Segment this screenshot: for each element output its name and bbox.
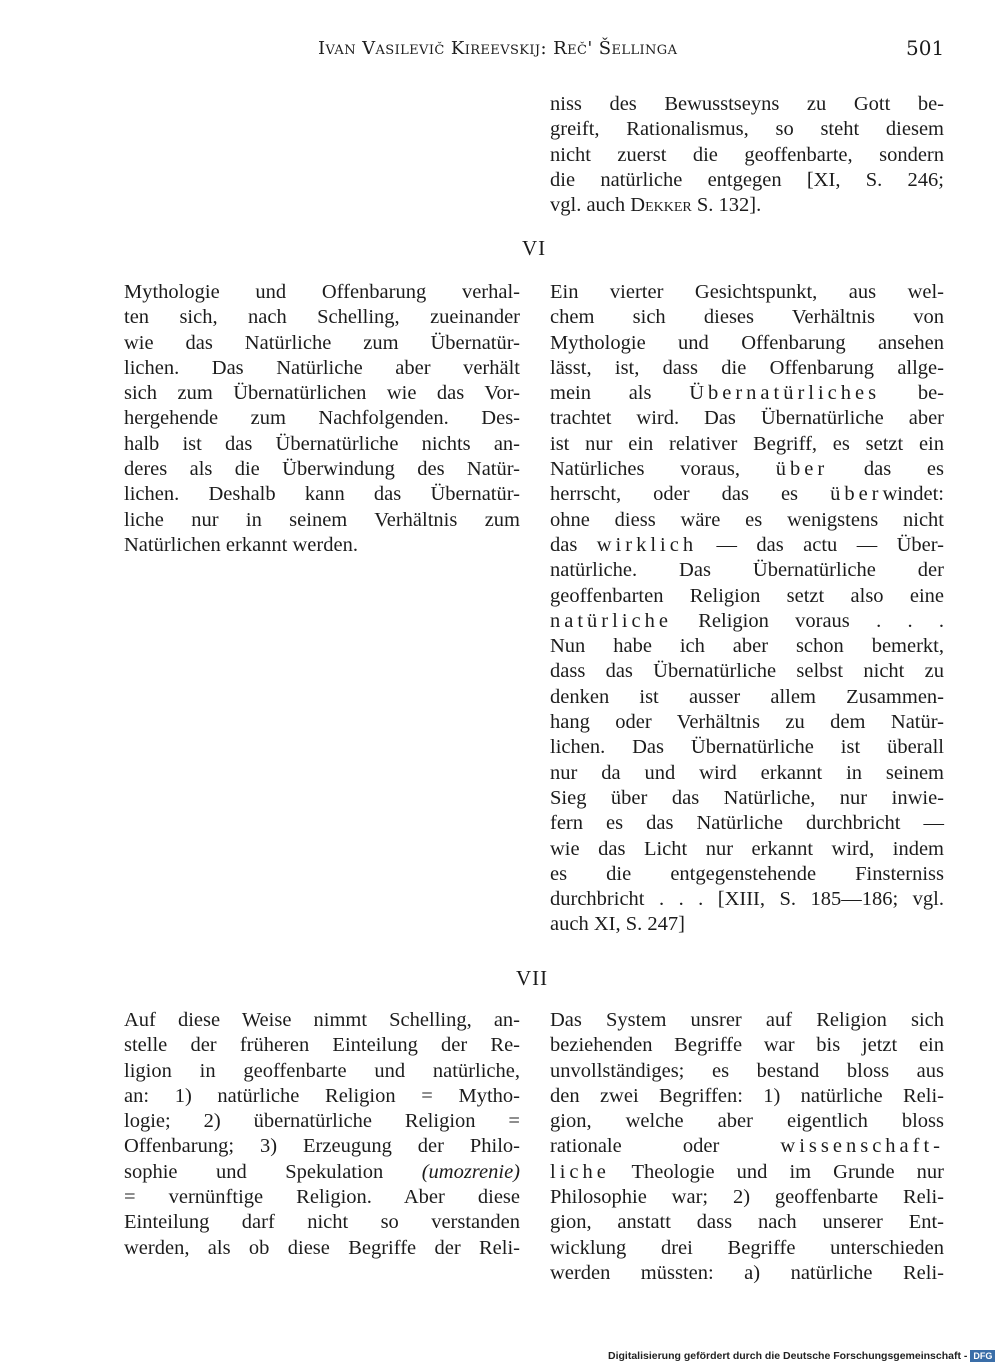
- text-line: dass das Übernatürliche selbst nicht zu: [550, 660, 944, 683]
- text-line: geoffenbarten Religion setzt also eine: [550, 584, 944, 607]
- section-vii-quote: [550, 1008, 944, 1286]
- text-line: [550, 1134, 944, 1159]
- spaced-emphasis: wirklich: [596, 533, 698, 556]
- spaced-emphasis: natürliche: [550, 609, 672, 632]
- section-vi-summary: [124, 280, 520, 558]
- digitization-footer: [608, 1350, 995, 1362]
- text-line: [124, 1160, 520, 1185]
- section-heading-vi: VI: [522, 236, 547, 260]
- spaced-emphasis: Übernatürliches: [689, 382, 881, 405]
- text-line: Mythologie und Offenbarung ansehen: [550, 331, 944, 354]
- text-line: Natürlichen erkannt werden.: [124, 533, 358, 556]
- text-line: es die entgegenstehende Finsterniss: [550, 862, 944, 885]
- text-line: auch XI, S. 247]: [550, 913, 685, 936]
- text-line: gion, anstatt dass nach unserer Ent-: [550, 1211, 944, 1234]
- text-line: sich zum Übernatürlichen wie das Vor-: [124, 382, 520, 405]
- text-line: lichen. Das Natürliche aber verhält: [124, 356, 520, 379]
- text-line: niss des Bewusstseyns zu Gott be-: [550, 93, 944, 115]
- text-segment: Natürliches voraus,: [550, 458, 776, 481]
- text-line: halb ist das Übernatürliche nichts an-: [124, 432, 520, 455]
- text-line: nicht zuerst die geoffenbarte, sondern: [550, 143, 944, 166]
- text-line: Ein vierter Gesichtspunkt, aus wel-: [550, 281, 944, 303]
- text-line: Nun habe ich aber schon bemerkt,: [550, 635, 944, 658]
- text-line: wie das Natürliche zum Übernatür-: [124, 331, 520, 354]
- text-line: unvollständiges; es bestand bloss aus: [550, 1059, 944, 1082]
- text-line: den zwei Begriffen: 1) natürliche Reli-: [550, 1084, 944, 1107]
- text-segment: Religion voraus . . .: [671, 609, 944, 632]
- text-line: [550, 609, 944, 634]
- text-line: durchbricht . . . [XIII, S. 185—186; vgl.: [550, 888, 944, 911]
- italic-term: (umozrenie): [421, 1160, 520, 1183]
- text-segment: das es: [828, 458, 944, 481]
- text-line: gion, welche aber eigentlich bloss: [550, 1110, 944, 1133]
- text-line: Einteilung darf nicht so verstanden: [124, 1211, 520, 1234]
- text-line: Auf diese Weise nimmt Schelling, an-: [124, 1009, 520, 1031]
- text-line: Philosophie war; 2) geoffenbarte Reli-: [550, 1186, 944, 1209]
- text-line: [550, 381, 944, 406]
- spaced-emphasis: wissenschaft-: [780, 1135, 944, 1158]
- text-line: fern es das Natürliche durchbricht —: [550, 812, 944, 835]
- text-segment: vgl. auch: [550, 194, 631, 217]
- running-header-title: Ivan Vasilevič Kireevskij: Reč' Šellinga: [318, 38, 678, 59]
- text-line: stelle der früheren Einteilung der Re-: [124, 1034, 520, 1057]
- text-line: Das System unsrer auf Religion sich: [550, 1009, 944, 1031]
- text-line: [550, 457, 944, 482]
- section-vii-summary: [124, 1008, 520, 1261]
- text-line: logie; 2) übernatürliche Religion =: [124, 1110, 520, 1133]
- text-line: liche nur in seinem Verhältnis zum: [124, 508, 520, 531]
- continued-quote-paragraph: [550, 92, 944, 218]
- text-segment: rationale oder: [550, 1135, 781, 1158]
- text-line: [550, 533, 944, 558]
- text-segment: — das actu — Über-: [697, 533, 945, 556]
- text-line: Offenbarung; 3) Erzeugung der Philo-: [124, 1135, 520, 1158]
- text-line: chem sich dieses Verhältnis von: [550, 306, 944, 329]
- author-name: Dekker: [630, 194, 692, 217]
- text-line: ten sich, nach Schelling, zueinander: [124, 306, 520, 329]
- spaced-emphasis: über: [830, 483, 883, 506]
- text-line: natürliche. Das Übernatürliche der: [550, 559, 944, 582]
- text-segment: das: [550, 533, 597, 556]
- text-line: lichen. Deshalb kann das Übernatür-: [124, 483, 520, 506]
- text-line: trachtet wird. Das Übernatürliche aber: [550, 407, 944, 430]
- text-line: [550, 193, 944, 218]
- text-line: [550, 1160, 944, 1185]
- text-line: denken ist ausser allem Zusammen-: [550, 685, 944, 708]
- spaced-emphasis: über: [775, 458, 829, 481]
- text-line: beziehenden Begriffe war bis jetzt ein: [550, 1034, 944, 1057]
- text-line: ist nur ein relativer Begriff, es setzt ein: [550, 432, 944, 455]
- text-line: Sieg über das Natürliche, nur inwie-: [550, 786, 944, 809]
- text-line: [550, 482, 944, 507]
- text-line: an: 1) natürliche Religion = Mytho-: [124, 1084, 520, 1107]
- text-line: lässt, ist, dass die Offenbarung allge-: [550, 356, 944, 379]
- footer-text: Digitalisierung gefördert durch die Deutsche Forschungsgemeinschaft -: [608, 1350, 968, 1362]
- text-segment: S. 132].: [691, 194, 762, 217]
- text-line: werden, als ob diese Begriffe der Reli-: [124, 1236, 520, 1259]
- text-line: hang oder Verhältnis zu dem Natür-: [550, 711, 944, 734]
- text-line: die natürliche entgegen [XI, S. 246;: [550, 168, 944, 191]
- text-line: greift, Rationalismus, so steht diesem: [550, 118, 944, 141]
- text-line: Mythologie und Offenbarung verhal-: [124, 281, 520, 303]
- spaced-emphasis: liche: [550, 1160, 610, 1183]
- text-segment: mein als: [550, 382, 690, 405]
- text-line: ohne diess wäre es wenigstens nicht: [550, 508, 944, 531]
- text-line: ligion in geoffenbarte und natürliche,: [124, 1059, 520, 1082]
- text-segment: herrscht, oder das es: [550, 483, 831, 506]
- text-line: nur da und wird erkannt in seinem: [550, 761, 944, 784]
- text-line: werden müssten: a) natürliche Reli-: [550, 1261, 944, 1284]
- page-number: 501: [906, 36, 945, 60]
- text-line: lichen. Das Übernatürliche ist überall: [550, 736, 944, 759]
- text-segment: windet:: [882, 483, 944, 506]
- text-line: wicklung drei Begriffe unterschieden: [550, 1236, 944, 1259]
- dfg-logo: DFG: [970, 1350, 995, 1362]
- section-heading-vii: VII: [516, 966, 549, 990]
- text-segment: be-: [880, 382, 944, 405]
- section-vi-quote: [550, 280, 944, 938]
- text-segment: sophie und Spekulation: [124, 1160, 422, 1183]
- text-line: hergehende zum Nachfolgenden. Des-: [124, 407, 520, 430]
- text-line: = vernünftige Religion. Aber diese: [124, 1186, 520, 1209]
- text-line: wie das Licht nur erkannt wird, indem: [550, 837, 944, 860]
- text-segment: Theologie und im Grunde nur: [609, 1160, 944, 1183]
- text-line: deres als die Überwindung des Natür-: [124, 458, 520, 481]
